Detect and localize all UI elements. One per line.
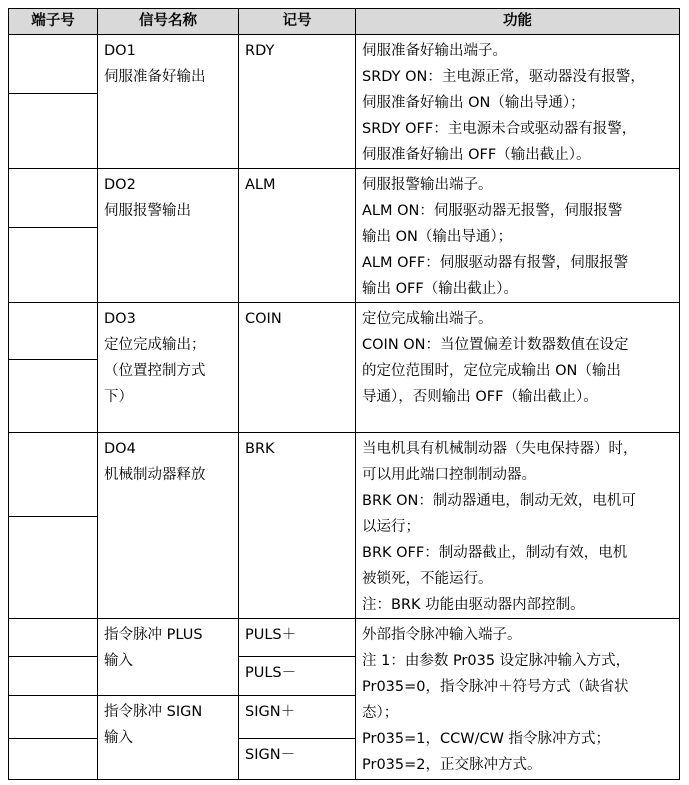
- terminal-cell: [9, 619, 98, 657]
- function-line: ALM ON：伺服驱动器无报警，伺服报警: [362, 203, 623, 219]
- terminal-cell: [9, 517, 98, 619]
- symbol-cell: PULS＋: [239, 619, 356, 657]
- signal-line: 机械制动器释放: [104, 467, 206, 483]
- function-line: 注：BRK 功能由驱动器内部控制。: [362, 597, 585, 613]
- signal-cell: [98, 303, 239, 433]
- terminal-cell: [9, 227, 98, 302]
- function-line: 输出 ON（输出导通）；: [362, 229, 513, 245]
- signal-line: 输入: [104, 653, 133, 669]
- symbol-cell: ALM: [239, 169, 356, 303]
- signal-line: DO3: [104, 311, 136, 327]
- function-line: SRDY OFF：主电源未合或驱动器有报警，: [362, 121, 637, 137]
- table-row: [9, 35, 680, 94]
- function-line: 外部指令脉冲输入端子。: [362, 627, 522, 643]
- symbol-cell: COIN: [239, 303, 356, 433]
- function-cell: [356, 619, 680, 780]
- terminal-cell: [9, 360, 98, 433]
- terminal-cell: [9, 35, 98, 94]
- signal-line: 伺服报警输出: [104, 203, 191, 219]
- symbol-cell: RDY: [239, 35, 356, 169]
- function-line: SRDY ON：主电源正常，驱动器没有报警，: [362, 69, 645, 85]
- signal-cell: [98, 619, 239, 696]
- table-row: [9, 303, 680, 360]
- signal-cell: [98, 433, 239, 619]
- signal-cell: [98, 35, 239, 169]
- function-line: BRK ON：制动器通电，制动无效，电机可: [362, 493, 636, 509]
- function-cell: [356, 303, 680, 433]
- signal-line: DO1: [104, 43, 136, 59]
- function-line: 伺服报警输出端子。: [362, 177, 493, 193]
- signal-table: [8, 8, 680, 780]
- function-cell: [356, 433, 680, 619]
- signal-line: DO2: [104, 177, 136, 193]
- function-line: 伺服准备好输出端子。: [362, 43, 507, 59]
- terminal-cell: [9, 433, 98, 517]
- header-signal: 信号名称: [98, 9, 239, 35]
- function-line: 定位完成输出端子。: [362, 311, 493, 327]
- symbol-cell: BRK: [239, 433, 356, 619]
- header-terminal: 端子号: [9, 9, 98, 35]
- function-line: 伺服准备好输出 OFF（输出截止）。: [362, 147, 591, 163]
- function-line: BRK OFF：制动器截止，制动有效，电机: [362, 545, 628, 561]
- signal-line: 指令脉冲 PLUS: [104, 627, 203, 643]
- signal-cell: [98, 696, 239, 780]
- function-line: COIN ON：当位置偏差计数器数值在设定: [362, 337, 629, 353]
- symbol-cell: SIGN＋: [239, 696, 356, 739]
- terminal-cell: [9, 93, 98, 168]
- signal-line: 输入: [104, 730, 133, 746]
- function-line: 态）；: [362, 705, 399, 721]
- function-line: 伺服准备好输出 ON（输出导通）；: [362, 95, 585, 111]
- symbol-cell: SIGN－: [239, 739, 356, 780]
- function-line: Pr035=2，正交脉冲方式。: [362, 757, 542, 773]
- table-row: [9, 619, 680, 657]
- table-row: [9, 169, 680, 228]
- symbol-cell: PULS－: [239, 657, 356, 696]
- terminal-cell: [9, 696, 98, 739]
- function-line: 被锁死，不能运行。: [362, 571, 493, 587]
- signal-line: 下）: [104, 389, 133, 405]
- function-line: 可以用此端口控制制动器。: [362, 467, 536, 483]
- function-line: 当电机具有机械制动器（失电保持器）时，: [362, 441, 638, 457]
- function-cell: [356, 35, 680, 169]
- signal-line: 伺服准备好输出: [104, 69, 206, 85]
- function-line: 输出 OFF（输出截止）。: [362, 281, 518, 297]
- function-line: ALM OFF：伺服驱动器有报警，伺服报警: [362, 255, 629, 271]
- signal-line: DO4: [104, 441, 136, 457]
- signal-cell: [98, 169, 239, 303]
- header-row: [9, 9, 680, 35]
- header-function: 功能: [356, 9, 680, 35]
- terminal-cell: [9, 657, 98, 696]
- terminal-cell: [9, 739, 98, 780]
- signal-line: 指令脉冲 SIGN: [104, 704, 203, 720]
- function-line: 以运行；: [362, 519, 420, 535]
- terminal-cell: [9, 169, 98, 228]
- function-line: Pr035=1，CCW/CW 指令脉冲方式；: [362, 731, 611, 747]
- function-line: 导通），否则输出 OFF（输出截止）。: [362, 389, 598, 405]
- function-line: 的定位范围时，定位完成输出 ON（输出: [362, 363, 621, 379]
- header-symbol: 记号: [239, 9, 356, 35]
- terminal-cell: [9, 303, 98, 360]
- signal-line: 定位完成输出；: [104, 337, 206, 353]
- function-line: Pr035=0，指令脉冲＋符号方式（缺省状: [362, 679, 629, 695]
- function-cell: [356, 169, 680, 303]
- table-row: [9, 433, 680, 517]
- function-line: 注 1：由参数 Pr035 设定脉冲输入方式，: [362, 653, 631, 669]
- signal-line: （位置控制方式: [104, 363, 206, 379]
